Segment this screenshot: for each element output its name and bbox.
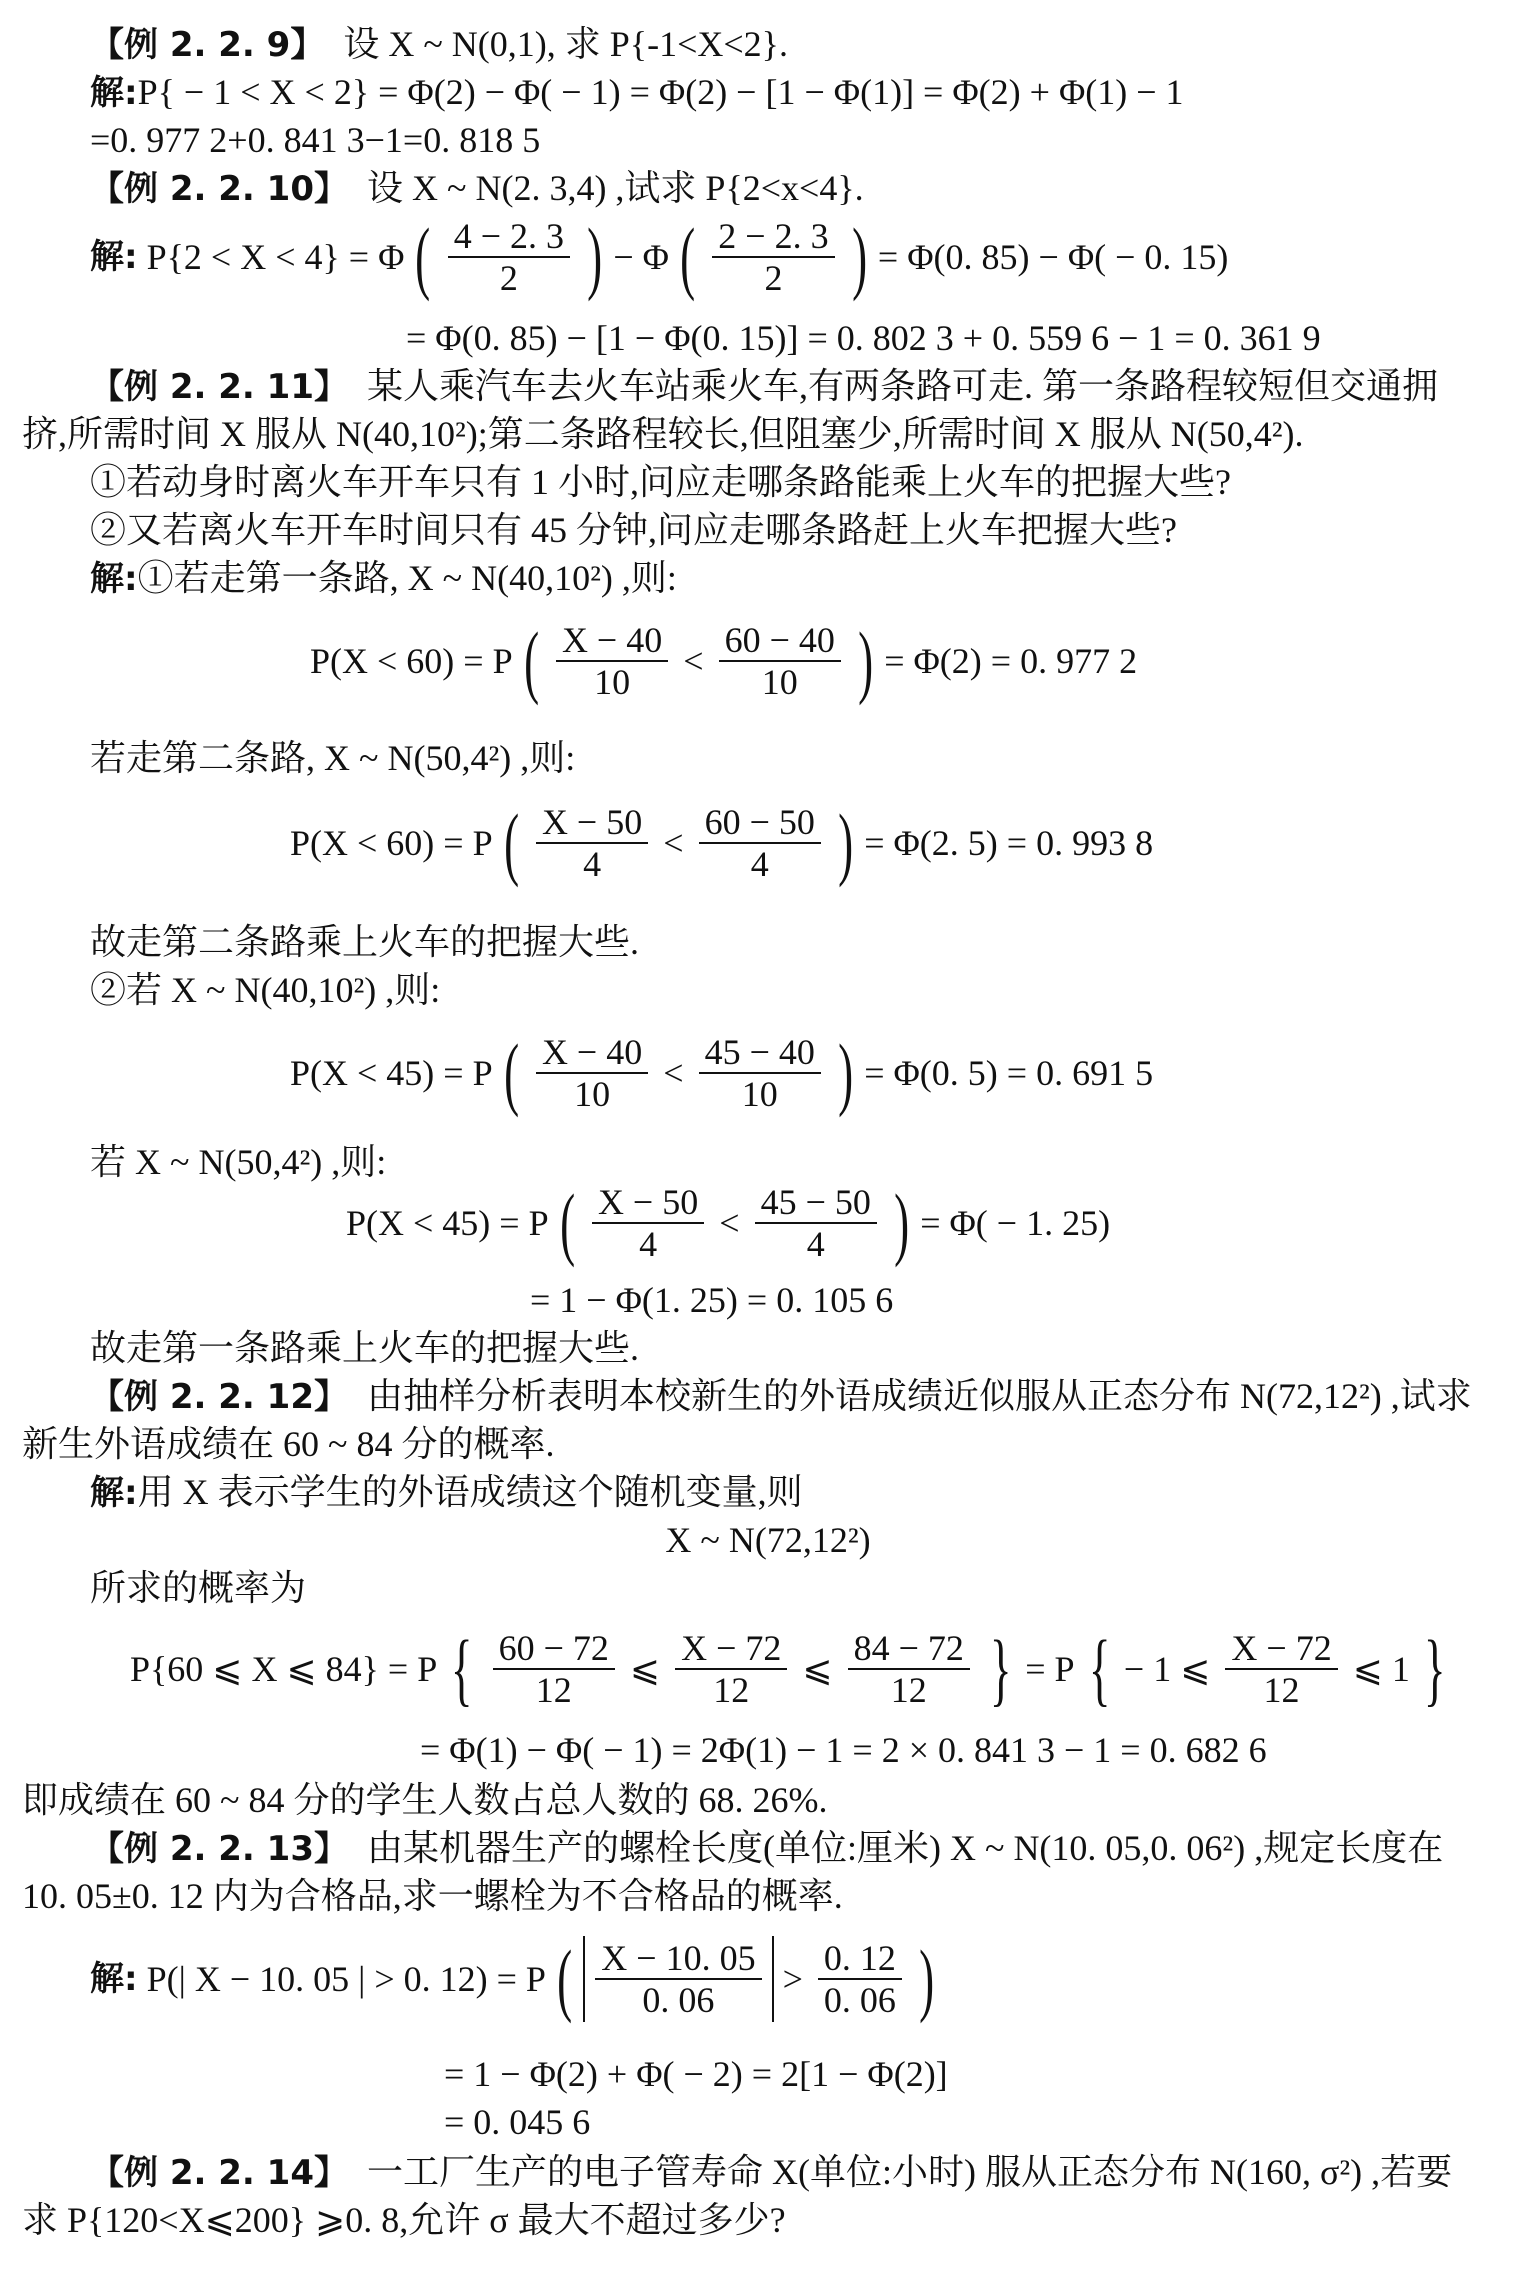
example-2-2-11-part2-solution: ②若 X ~ N(40,10²) ,则: bbox=[90, 970, 441, 1010]
fraction: $\frac{X - 40}{10}$ bbox=[556, 620, 668, 702]
example-2-2-9-result: =0. 977 2+0. 841 3−1=0. 818 5 bbox=[90, 120, 541, 160]
fraction: $\frac{84 - 72}{12}$ bbox=[848, 1628, 970, 1710]
fraction: $\frac{45 - 40}{10}$ bbox=[699, 1032, 821, 1114]
fraction: $\frac{60 - 50}{4}$ bbox=[699, 802, 821, 884]
example-2-2-13-question-cont: 10. 05±0. 12 内为合格品,求一螺栓为不合格品的概率. bbox=[22, 1876, 843, 1916]
example-2-2-9-solution: 解:P{ − 1 < X < 2} = Φ(2) − Φ( − 1) = Φ(2) − [1 − Φ(1)] = Φ(2) + Φ(1) − 1 bbox=[90, 72, 1184, 113]
example-2-2-12-prob-intro: 所求的概率为 bbox=[90, 1568, 307, 1608]
equation-5-line2: = Φ(1) − Φ( − 1) = 2Φ(1) − 1 = 2 × 0. 841 3 − 1 = 0. 682 6 bbox=[420, 1730, 1267, 1770]
example-2-2-12-conclusion: 即成绩在 60 ~ 84 分的学生人数占总人数的 68. 26%. bbox=[22, 1780, 828, 1820]
example-2-2-11-part2: ②又若离火车开车时间只有 45 分钟,问应走哪条路赶上火车把握大些? bbox=[90, 510, 1177, 550]
fraction: $\frac{X - 50}{4}$ bbox=[536, 802, 648, 884]
fraction: $\frac{4 - 2. 3}{2}$ bbox=[448, 216, 570, 298]
fraction: $\frac{X - 40}{10}$ bbox=[536, 1032, 648, 1114]
equation-1: P(X < 60) = P ( $\frac{X - 40}{10}$ < $\frac{60 - 40}{10}$ ) = Φ(2) = 0. 977 2 bbox=[310, 615, 1138, 706]
example-2-2-11-part1: ①若动身时离火车开车只有 1 小时,问应走哪条路能乘上火车的把握大些? bbox=[90, 462, 1231, 502]
fraction: $\frac{X - 10. 05}{0. 06}$ bbox=[595, 1938, 761, 2020]
example-2-2-12-solution: 解:用 X 表示学生的外语成绩这个随机变量,则 bbox=[90, 1472, 803, 1513]
fraction: $\frac{X - 50}{4}$ bbox=[592, 1182, 704, 1264]
example-2-2-10-question: 【例 2. 2. 10】 设 X ~ N(2. 3,4) ,试求 P{2<x<4}. bbox=[90, 168, 864, 209]
example-2-2-13-question: 【例 2. 2. 13】 由某机器生产的螺栓长度(单位:厘米) X ~ N(10. 05,0. 06²) ,规定长度在 bbox=[90, 1828, 1444, 1869]
example-2-2-12-question-cont: 新生外语成绩在 60 ~ 84 分的概率. bbox=[22, 1424, 555, 1464]
example-2-2-10-solution: 解: P{2 < X < 4} = Φ ( $\frac{4 - 2. 3}{2}$ ) − Φ ( $\frac{2 - 2. 3}{2}$ ) = Φ(0. 85) − Φ( − 0. 15) bbox=[90, 211, 1229, 302]
example-2-2-9-question: 【例 2. 2. 9】 设 X ~ N(0,1), 求 P{-1<X<2}. bbox=[90, 24, 788, 65]
example-2-2-11-solution: 解:①若走第一条路, X ~ N(40,10²) ,则: bbox=[90, 558, 677, 599]
fraction: $\frac{X - 72}{12}$ bbox=[1225, 1628, 1337, 1710]
fraction: $\frac{X - 72}{12}$ bbox=[675, 1628, 787, 1710]
example-2-2-14-question: 【例 2. 2. 14】 一工厂生产的电子管寿命 X(单位:小时) 服从正态分布 N(160, σ²) ,若要 bbox=[90, 2152, 1453, 2193]
equation-4: P(X < 45) = P ( $\frac{X - 50}{4}$ < $\frac{45 - 50}{4}$ ) = Φ( − 1. 25) bbox=[346, 1177, 1111, 1268]
equation-2: P(X < 60) = P ( $\frac{X - 50}{4}$ < $\frac{60 - 50}{4}$ ) = Φ(2. 5) = 0. 993 8 bbox=[290, 797, 1154, 888]
equation-6-line3: = 0. 045 6 bbox=[444, 2102, 591, 2142]
example-2-2-10-result: = Φ(0. 85) − [1 − Φ(0. 15)] = 0. 802 3 + 0. 559 6 − 1 = 0. 361 9 bbox=[406, 318, 1321, 358]
example-2-2-11-conclusion2: 故走第一条路乘上火车的把握大些. bbox=[90, 1328, 640, 1368]
equation-3: P(X < 45) = P ( $\frac{X - 40}{10}$ < $\frac{45 - 40}{10}$ ) = Φ(0. 5) = 0. 691 5 bbox=[290, 1027, 1154, 1118]
fraction: $\frac{0. 12}{0. 06}$ bbox=[818, 1938, 902, 2020]
example-2-2-11-question-cont: 挤,所需时间 X 服从 N(40,10²);第二条路程较长,但阻塞少,所需时间 X 服从 N(50,4²). bbox=[22, 414, 1304, 454]
fraction: $\frac{60 - 72}{12}$ bbox=[493, 1628, 615, 1710]
example-2-2-12-question: 【例 2. 2. 12】 由抽样分析表明本校新生的外语成绩近似服从正态分布 N(72,12²) ,试求 bbox=[90, 1376, 1472, 1417]
equation-6-line2: = 1 − Φ(2) + Φ( − 2) = 2[1 − Φ(2)] bbox=[444, 2054, 948, 2094]
equation-5: P{60 ⩽ X ⩽ 84} = P { $\frac{60 - 72}{12}$ ⩽ $\frac{X - 72}{12}$ ⩽ $\frac{84 - 72}{12}$ } = P { − 1 ⩽ $\frac{X - 72}{12}$ ⩽ 1 } bbox=[130, 1623, 1446, 1714]
equation-6: 解: P(| X − 10. 05 | > 0. 12) = P ( $\frac{X - 10. 05}{0. 06}$ > $\frac{0. 12}{0. 06}$ ) bbox=[90, 1933, 935, 2024]
example-2-2-12-distribution: X ~ N(72,12²) bbox=[665, 1520, 871, 1560]
fraction: $\frac{2 - 2. 3}{2}$ bbox=[712, 216, 834, 298]
fraction: $\frac{60 - 40}{10}$ bbox=[719, 620, 841, 702]
absolute-value bbox=[583, 1936, 773, 2022]
example-2-2-11-route2: 若走第二条路, X ~ N(50,4²) ,则: bbox=[90, 738, 576, 778]
equation-4-line2: = 1 − Φ(1. 25) = 0. 105 6 bbox=[530, 1280, 894, 1320]
example-2-2-11-conclusion1: 故走第二条路乘上火车的把握大些. bbox=[90, 922, 640, 962]
example-2-2-14-question-cont: 求 P{120<X⩽200} ⩾0. 8,允许 σ 最大不超过多少? bbox=[22, 2200, 786, 2240]
example-2-2-11-question: 【例 2. 2. 11】 某人乘汽车去火车站乘火车,有两条路可走. 第一条路程较短但交通拥 bbox=[90, 366, 1438, 407]
fraction: $\frac{45 - 50}{4}$ bbox=[755, 1182, 877, 1264]
example-2-2-11-route2b: 若 X ~ N(50,4²) ,则: bbox=[90, 1142, 387, 1182]
